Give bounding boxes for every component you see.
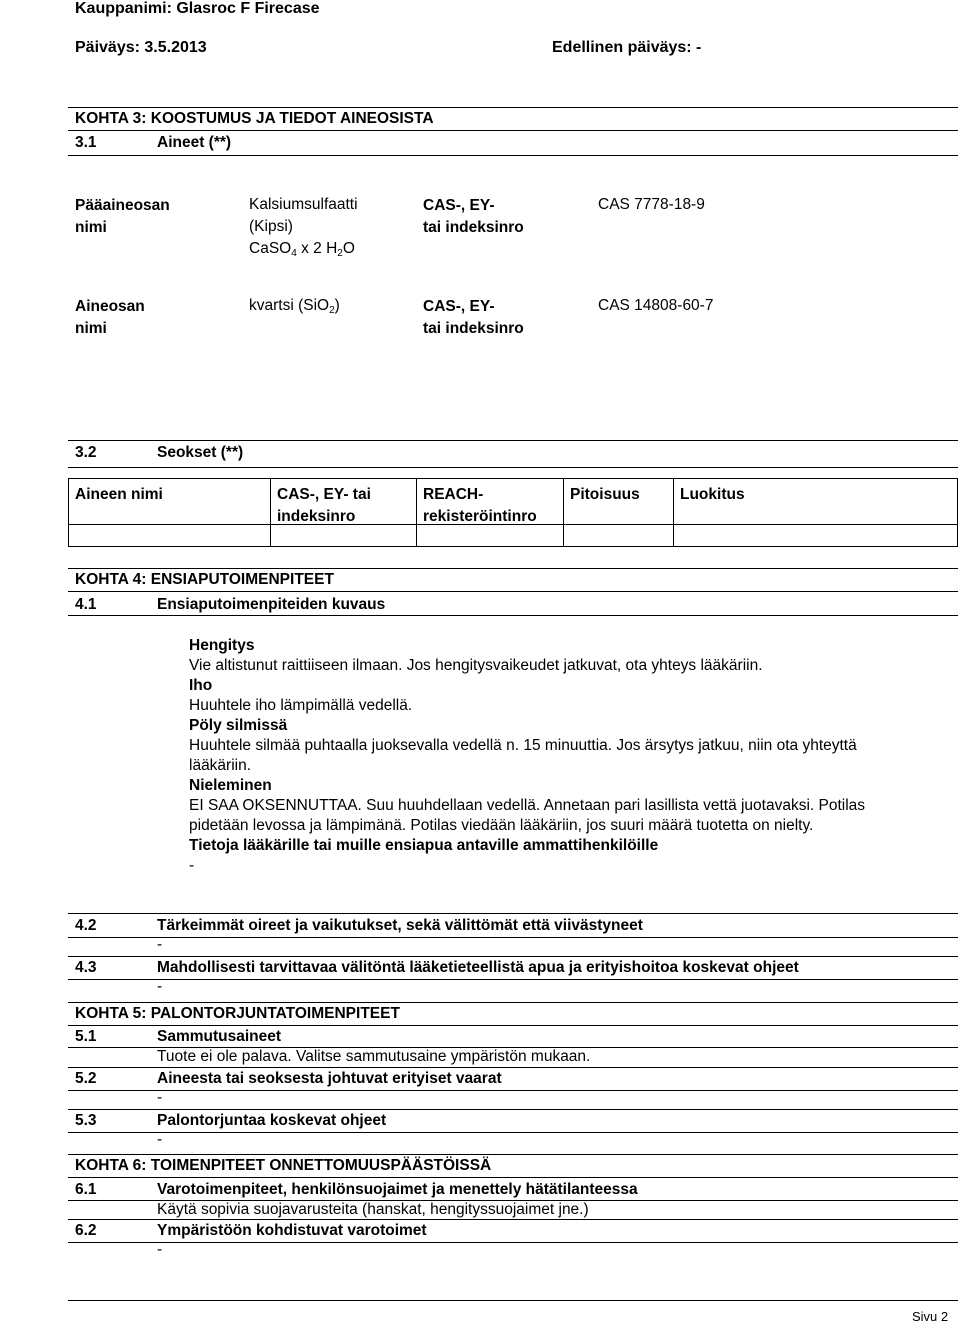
subsection-4-1-number: 4.1 <box>75 596 97 613</box>
subsection-5-3-number: 5.3 <box>75 1112 97 1129</box>
subsection-5-2-number: 5.2 <box>75 1070 97 1087</box>
ingestion-text: EI SAA OKSENNUTTAA. Suu huuhdellaan vedellä. Annetaan pari lasillista vettä juotavaksi. Potilas pidetään levossa ja lämpimänä. Potilas viedään lääkäriin, jos suuri määrä tuotetta on nielty. <box>189 797 866 834</box>
mixture-col-concentration: Pitoisuus <box>570 486 640 503</box>
subsection-5-1-text: Tuote ei ole palava. Valitse sammutusaine ympäristön mukaan. <box>157 1048 591 1065</box>
mixture-col-name: Aineen nimi <box>75 486 163 503</box>
inhalation-heading: Hengitys <box>189 637 255 654</box>
subsection-3-1-title: Aineet (**) <box>157 134 232 151</box>
chemical-formula: CaSO$_4$ x 2 $H_2O$ <box>249 240 355 259</box>
divider <box>68 913 958 914</box>
main-component-name: Kalsiumsulfaatti (Kipsi) CaSO$_4$ x 2 $H_2O$ <box>249 194 358 265</box>
subsection-4-3-number: 4.3 <box>75 959 97 976</box>
subsection-5-1-number: 5.1 <box>75 1028 97 1045</box>
ingestion-heading: Nieleminen <box>189 777 272 794</box>
divider <box>68 155 958 156</box>
main-component-id-label: CAS-, EY- tai indeksinro <box>423 197 524 236</box>
divider <box>68 1002 958 1003</box>
subsection-6-1-title: Varotoimenpiteet, henkilönsuojaimet ja menettely hätätilanteessa <box>157 1181 638 1198</box>
divider <box>68 1067 958 1068</box>
section-3-heading: KOHTA 3: KOOSTUMUS JA TIEDOT AINEOSISTA <box>75 110 434 127</box>
subsection-4-2-title: Tärkeimmät oireet ja vaikutukset, sekä välittömät että viivästyneet <box>157 917 643 934</box>
subsection-3-2-number: 3.2 <box>75 444 97 461</box>
eye-heading: Pöly silmissä <box>189 717 288 734</box>
divider <box>68 467 958 468</box>
subsection-4-3-title: Mahdollisesti tarvittavaa välitöntä lääketieteellistä apua ja erityishoitoa koskevat ohjeet <box>157 959 799 976</box>
skin-text: Huuhtele iho lämpimällä vedellä. <box>189 697 413 714</box>
divider <box>68 1219 958 1220</box>
divider <box>68 937 958 938</box>
component-label: Aineosan nimi <box>75 298 145 337</box>
subsection-5-1-title: Sammutusaineet <box>157 1028 282 1045</box>
divider <box>68 1242 958 1243</box>
subsection-6-2-text: - <box>157 1241 163 1258</box>
component-id-label: CAS-, EY- tai indeksinro <box>423 298 524 337</box>
subsection-3-2-title: Seokset (**) <box>157 444 244 461</box>
subsection-5-2-title: Aineesta tai seoksesta johtuvat erityiset vaarat <box>157 1070 502 1087</box>
section-6-heading: KOHTA 6: TOIMENPITEET ONNETTOMUUSPÄÄSTÖISSÄ <box>75 1157 492 1174</box>
divider <box>68 1090 958 1091</box>
subsection-3-1-number: 3.1 <box>75 134 97 151</box>
divider <box>68 130 958 131</box>
divider <box>68 979 958 980</box>
main-component-label: Pääaineosan nimi <box>75 197 170 236</box>
divider <box>68 1109 958 1110</box>
divider <box>68 440 958 441</box>
subsection-4-2-number: 4.2 <box>75 917 97 934</box>
subsection-5-3-title: Palontorjuntaa koskevat ohjeet <box>157 1112 387 1129</box>
skin-heading: Iho <box>189 677 213 694</box>
divider <box>68 1025 958 1026</box>
mixture-col-id: CAS-, EY- tai indeksinro <box>277 486 371 525</box>
divider <box>68 591 958 592</box>
component-cas: CAS 14808-60-7 <box>598 297 714 314</box>
divider <box>68 1132 958 1133</box>
subsection-5-2-text: - <box>157 1089 163 1106</box>
subsection-4-1-title: Ensiaputoimenpiteiden kuvaus <box>157 596 386 613</box>
section-4-heading: KOHTA 4: ENSIAPUTOIMENPITEET <box>75 571 334 588</box>
eye-text: Huuhtele silmää puhtaalla juoksevalla vedellä n. 15 minuuttia. Jos ärsytys jatkuu, niin ota yhteyttä lääkäriin. <box>189 737 857 774</box>
divider <box>68 615 958 616</box>
doctor-info-text: - <box>189 857 195 874</box>
subsection-6-1-number: 6.1 <box>75 1181 97 1198</box>
divider <box>68 568 958 569</box>
subsection-5-3-text: - <box>157 1131 163 1148</box>
divider <box>68 956 958 957</box>
doctor-info-heading: Tietoja lääkärille tai muille ensiapua antaville ammattihenkilöille <box>189 837 659 854</box>
subsection-4-2-text: - <box>157 936 163 953</box>
divider <box>68 107 958 108</box>
document-date: Päiväys: 3.5.2013 <box>75 39 207 56</box>
mixture-col-classification: Luokitus <box>680 486 745 503</box>
subsection-6-1-text: Käytä sopivia suojavarusteita (hanskat, hengityssuojaimet jne.) <box>157 1201 589 1218</box>
inhalation-text: Vie altistunut raittiiseen ilmaan. Jos hengitysvaikeudet jatkuvat, ota yhteys lääkäriin. <box>189 657 763 674</box>
footer-divider <box>68 1300 958 1301</box>
subsection-6-2-title: Ympäristöön kohdistuvat varotoimet <box>157 1222 427 1239</box>
trade-name: Kauppanimi: Glasroc F Firecase <box>75 0 320 17</box>
subsection-4-3-text: - <box>157 978 163 995</box>
page-number: Sivu 2 <box>912 1309 949 1324</box>
section-5-heading: KOHTA 5: PALONTORJUNTATOIMENPITEET <box>75 1005 400 1022</box>
component-name: kvartsi (SiO$_2$) <box>249 297 340 316</box>
divider <box>68 1177 958 1178</box>
previous-date: Edellinen päiväys: - <box>552 39 702 56</box>
main-component-cas: CAS 7778-18-9 <box>598 196 705 213</box>
divider <box>68 1154 958 1155</box>
mixture-col-reach: REACH- rekisteröintinro <box>423 486 537 525</box>
subsection-6-2-number: 6.2 <box>75 1222 97 1239</box>
